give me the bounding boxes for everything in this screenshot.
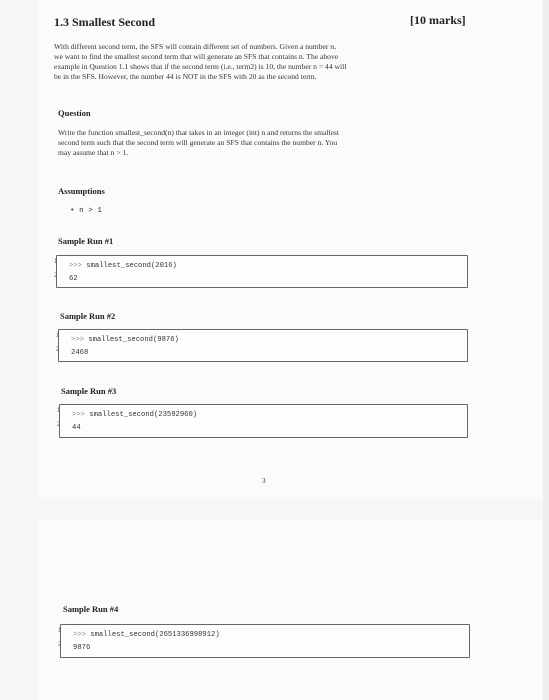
code-input-line <box>71 336 179 344</box>
prompt-glyph: >>> <box>73 631 86 639</box>
intro-paragraph <box>54 42 474 82</box>
code-input-line <box>73 631 220 639</box>
function-call: smallest_second(23592960) <box>89 411 198 419</box>
question-line: second term such that the second term will generate an SFS that contains the number n. You <box>58 138 338 147</box>
question-heading: Question <box>58 108 91 118</box>
prompt-glyph: >>> <box>72 411 85 419</box>
line-number: 2 <box>58 642 62 648</box>
intro-line: example in Question 1.1 shows that if the second term (i.e., term2) is 10, the number n = 44 will <box>54 62 347 71</box>
code-input-line <box>72 411 197 419</box>
code-output-line: 2468 <box>71 349 89 357</box>
sample-run-heading: Sample Run #2 <box>60 311 116 321</box>
question-paragraph <box>58 128 473 158</box>
function-call: smallest_second(9876) <box>88 336 179 344</box>
line-number: 1 <box>58 628 62 634</box>
code-output-line: 9876 <box>73 644 91 652</box>
line-number: 1 <box>54 259 58 265</box>
intro-line: we want to find the smallest second term that will generate an SFS that contains n. The above <box>54 52 339 61</box>
page-edge <box>543 0 549 700</box>
code-block <box>56 255 468 288</box>
page-number: 3 <box>262 477 266 485</box>
function-call: smallest_second(2016) <box>86 262 177 270</box>
question-line: Write the function smallest_second(n) that takes in an integer (int) n and returns the smallest <box>58 128 340 137</box>
prompt-glyph: >>> <box>71 336 84 344</box>
section-title: 1.3 Smallest Second <box>54 15 156 29</box>
line-number: 2 <box>54 273 58 279</box>
sample-run-heading: Sample Run #1 <box>58 236 114 246</box>
line-number: 2 <box>56 347 60 353</box>
assumption-item: • n > 1 <box>70 207 102 215</box>
marks-text: [10 marks] <box>410 13 466 27</box>
intro-line: With different second term, the SFS will contain different set of numbers. Given a number n, <box>54 42 337 51</box>
function-call: smallest_second(2651336998912) <box>90 631 220 639</box>
code-output-line: 44 <box>72 424 81 432</box>
prompt-glyph: >>> <box>69 262 82 270</box>
question-line: may assume that n > 1. <box>58 148 129 157</box>
intro-line: be in the SFS. However, the number 44 is NOT in the SFS with 20 as the second term. <box>54 72 317 81</box>
line-number: 1 <box>57 408 61 414</box>
code-block <box>58 329 468 362</box>
code-block <box>59 404 468 438</box>
code-output-line: 62 <box>69 275 78 283</box>
code-block <box>60 624 470 658</box>
sample-run-heading: Sample Run #4 <box>63 604 119 614</box>
line-number: 2 <box>57 422 61 428</box>
section-marks <box>410 13 466 28</box>
assumptions-heading: Assumptions <box>58 186 105 196</box>
line-number: 1 <box>56 333 60 339</box>
code-input-line <box>69 262 177 270</box>
sample-run-heading: Sample Run #3 <box>61 386 117 396</box>
